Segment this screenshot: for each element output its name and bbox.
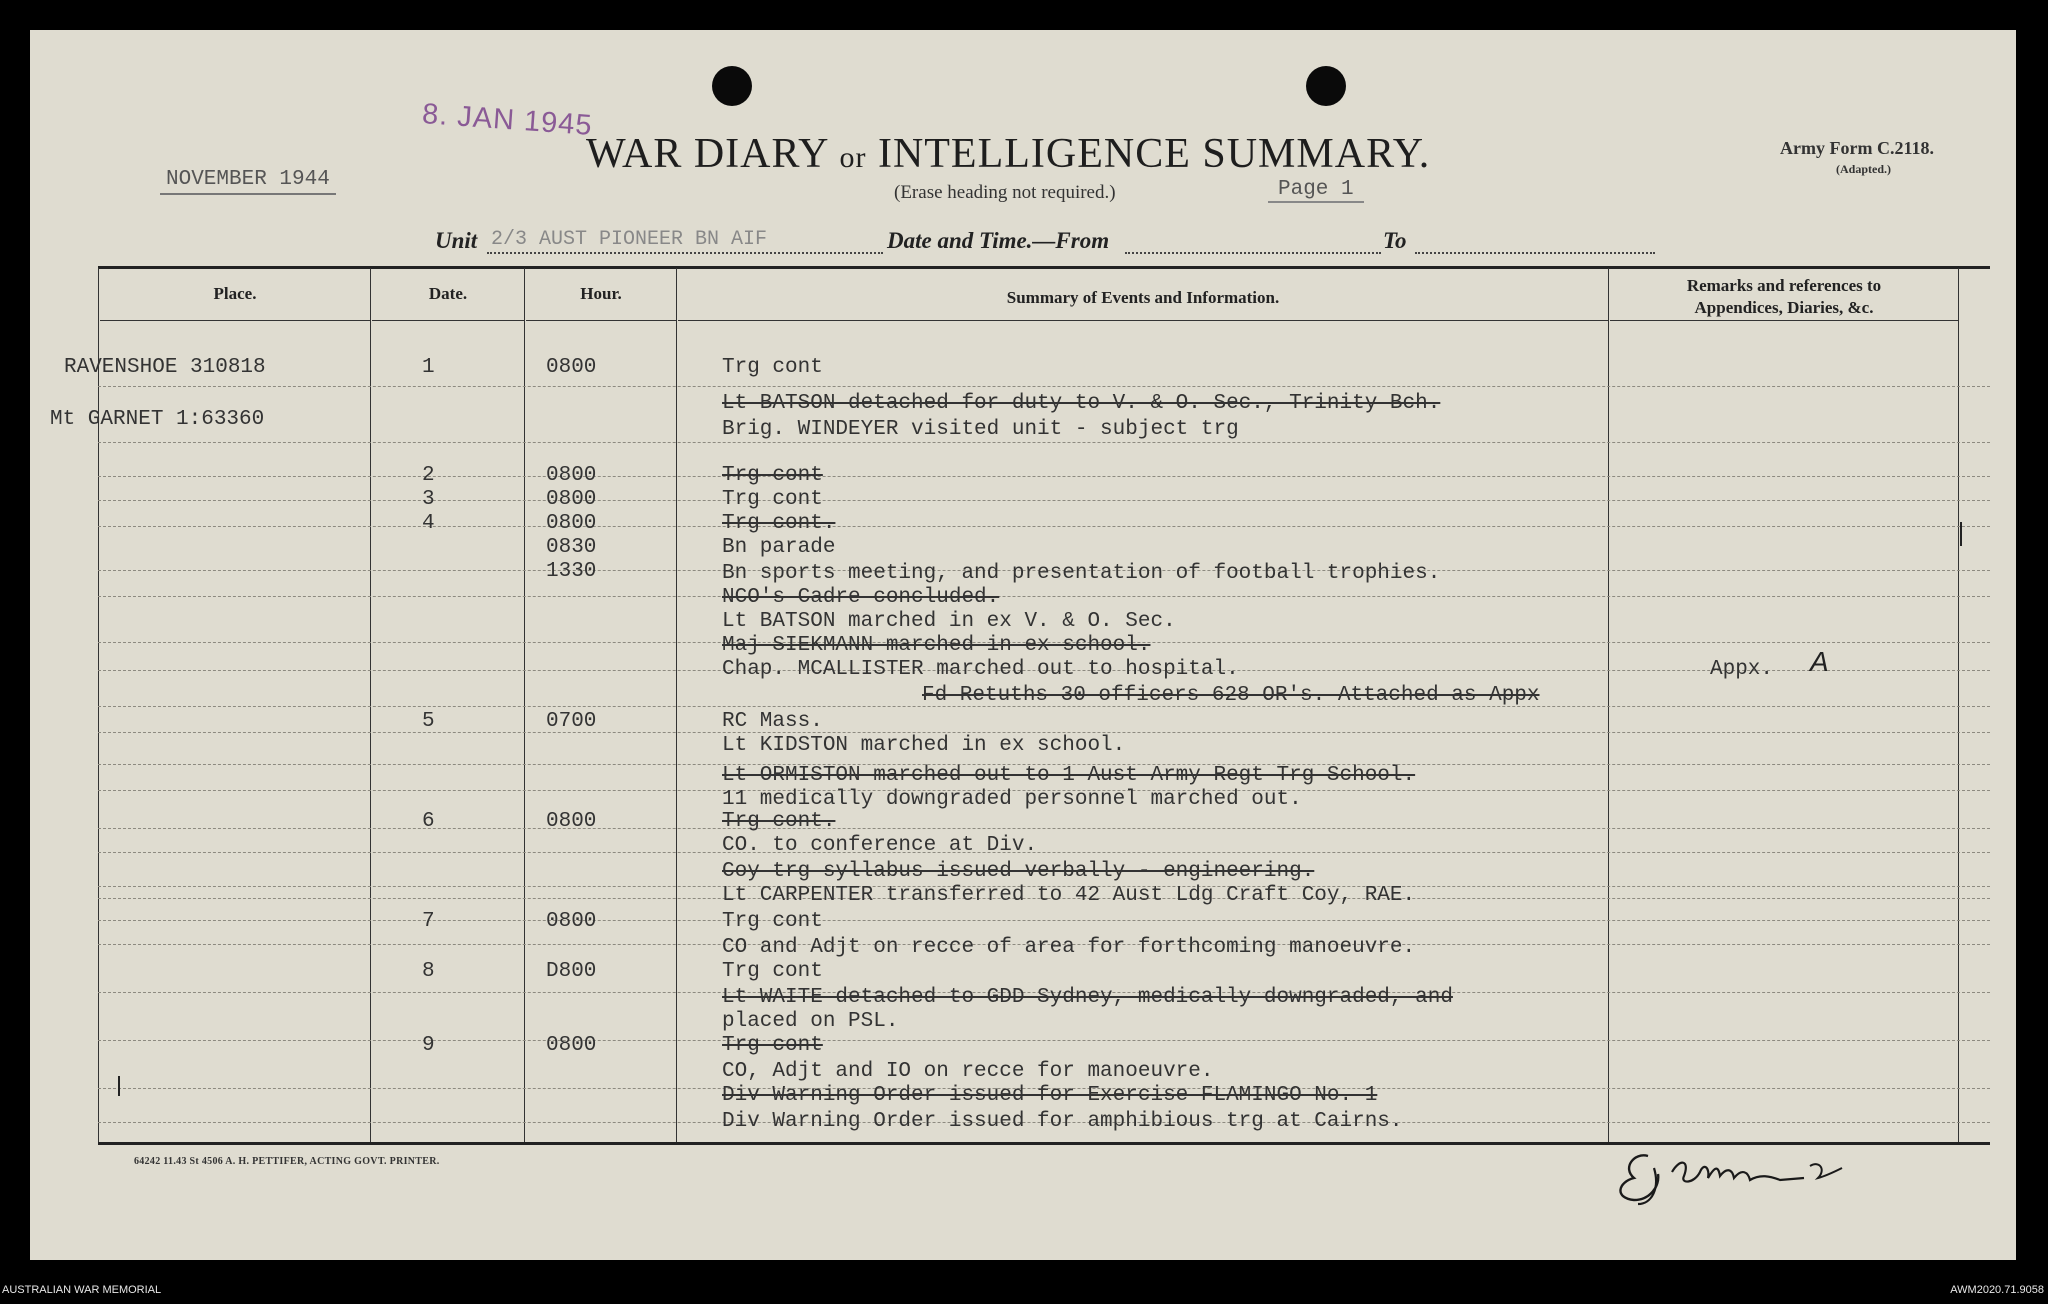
- event-entry: Bn parade: [722, 536, 836, 559]
- event-entry: CO and Adjt on recce of area for forthcoming manoeuvre.: [722, 936, 1416, 959]
- event-entry: Trg cont.: [722, 512, 836, 535]
- date-entry: 8: [422, 960, 435, 983]
- col-divider: [1958, 268, 1959, 1142]
- date-entry: 5: [422, 710, 435, 733]
- date-entry: 7: [422, 910, 435, 933]
- header-underline: [678, 320, 1608, 321]
- event-entry: NCO's Cadre concluded.: [722, 586, 1000, 609]
- ruled-line: [98, 476, 1990, 477]
- appendix-reference: Appx.: [1710, 658, 1774, 681]
- event-entry: Trg cont: [722, 960, 823, 983]
- hour-entry: 0800: [546, 810, 597, 833]
- event-entry: Brig. WINDEYER visited unit - subject trg: [722, 418, 1239, 441]
- event-entry: placed on PSL.: [722, 1010, 899, 1033]
- event-entry: 11 medically downgraded personnel marched out.: [722, 788, 1302, 811]
- event-entry: RC Mass.: [722, 710, 823, 733]
- event-entry: Trg cont: [722, 488, 823, 511]
- hour-entry: 0800: [546, 1034, 597, 1057]
- date-entry: 6: [422, 810, 435, 833]
- army-form-adapted: (Adapted.): [1836, 162, 1892, 176]
- ruled-line: [98, 526, 1990, 527]
- place-entry: Mt GARNET 1:63360: [50, 408, 265, 431]
- event-entry: CO, Adjt and IO on recce for manoeuvre.: [722, 1060, 1214, 1083]
- ruled-line: [98, 596, 1990, 597]
- received-date-stamp: 8. JAN 1945: [421, 98, 594, 142]
- event-entry: Chap. MCALLISTER marched out to hospital.: [722, 658, 1239, 681]
- page-title: [586, 130, 1486, 178]
- footer-accession-number: AWM2020.71.9058: [1950, 1284, 2044, 1296]
- to-label: To: [1383, 228, 1407, 253]
- ruled-line: [98, 386, 1990, 387]
- header-underline: [100, 320, 370, 321]
- hour-entry: 0700: [546, 710, 597, 733]
- ruled-line: [98, 500, 1990, 501]
- hour-entry: 0800: [546, 464, 597, 487]
- title-intelligence-summary: INTELLIGENCE SUMMARY.: [877, 131, 1431, 177]
- event-entry: Lt BATSON marched in ex V. & O. Sec.: [722, 610, 1176, 633]
- margin-tick-mark: [118, 1076, 120, 1096]
- erase-heading-note: (Erase heading not required.): [894, 182, 1116, 203]
- col-divider: [676, 268, 677, 1142]
- hour-entry: 1330: [546, 560, 597, 583]
- event-entry: Coy trg syllabus issued verbally - engineering.: [722, 860, 1315, 883]
- page-number: Page 1: [1268, 178, 1364, 203]
- ruled-line: [98, 852, 1990, 853]
- diary-page: [30, 30, 2016, 1260]
- title-or: or: [839, 141, 867, 174]
- officer-signature: [1614, 1138, 1914, 1208]
- punch-hole-right: [1306, 66, 1346, 106]
- date-entry: 9: [422, 1034, 435, 1057]
- ruled-line: [98, 828, 1990, 829]
- event-entry: Maj SIEKMANN marched in ex school.: [722, 634, 1151, 657]
- col-header-place: Place.: [213, 284, 257, 303]
- event-entry: Fd Retuths 30 officers 628 OR's. Attached as Appx: [922, 684, 1540, 707]
- col-divider: [524, 268, 525, 1142]
- printer-imprint: 64242 11.43 St 4506 A. H. PETTIFER, ACTING GOVT. PRINTER.: [134, 1156, 440, 1167]
- hour-entry: 0830: [546, 536, 597, 559]
- event-entry: Lt ORMISTON marched out to 1 Aust Army Regt Trg School.: [722, 764, 1416, 787]
- hour-entry: 0800: [546, 356, 597, 379]
- unit-label: Unit: [435, 228, 478, 253]
- header-underline: [1610, 320, 1958, 321]
- ruled-line: [98, 732, 1990, 733]
- col-header-remarks-2: Appendices, Diaries, &c.: [1694, 298, 1874, 317]
- header-underline: [526, 320, 676, 321]
- date-entry: 2: [422, 464, 435, 487]
- unit-value: 2/3 AUST PIONEER BN AIF: [491, 228, 768, 251]
- to-dotted-line: [1415, 252, 1655, 254]
- margin-tick-mark: [1960, 522, 1962, 546]
- col-header-remarks-1: Remarks and references to: [1686, 276, 1882, 295]
- unit-line: [435, 228, 1655, 260]
- event-entry: Bn sports meeting, and presentation of football trophies.: [722, 562, 1441, 585]
- unit-dotted-line: [487, 252, 883, 254]
- event-entry: Lt WAITE detached to GDD Sydney, medically downgraded, and: [722, 986, 1453, 1009]
- col-divider: [98, 268, 99, 1142]
- hour-entry: D800: [546, 960, 597, 983]
- hour-entry: 0800: [546, 512, 597, 535]
- event-entry: Lt BATSON detached for duty to V. & O. Sec., Trinity Bch.: [722, 392, 1441, 415]
- appendix-letter: A: [1810, 646, 1829, 677]
- ruled-line: [98, 1040, 1990, 1041]
- place-entry: RAVENSHOE 310818: [64, 356, 266, 379]
- event-entry: Trg cont.: [722, 810, 836, 833]
- ruled-line: [98, 920, 1990, 921]
- col-header-date: Date.: [428, 284, 468, 303]
- event-entry: Div Warning Order issued for Exercise FLAMINGO No. 1: [722, 1084, 1378, 1107]
- date-entry: 4: [422, 512, 435, 535]
- ruled-line: [98, 442, 1990, 443]
- date-entry: 3: [422, 488, 435, 511]
- from-dotted-line: [1125, 252, 1381, 254]
- event-entry: Lt KIDSTON marched in ex school.: [722, 734, 1126, 757]
- header-underline: [372, 320, 524, 321]
- event-entry: Trg cont: [722, 464, 823, 487]
- hour-entry: 0800: [546, 910, 597, 933]
- event-entry: Lt CARPENTER transferred to 42 Aust Ldg Craft Coy, RAE.: [722, 884, 1416, 907]
- col-divider: [1608, 268, 1609, 1142]
- footer-institution: AUSTRALIAN WAR MEMORIAL: [2, 1284, 162, 1296]
- date-entry: 1: [422, 356, 435, 379]
- event-entry: Div Warning Order issued for amphibious trg at Cairns.: [722, 1110, 1403, 1133]
- date-time-from-label: Date and Time.—From: [887, 228, 1110, 253]
- punch-hole-left: [712, 66, 752, 106]
- col-header-hour: Hour.: [580, 284, 622, 303]
- event-entry: Trg cont: [722, 1034, 823, 1057]
- col-header-summary: Summary of Events and Information.: [1006, 288, 1280, 307]
- army-form-number: Army Form C.2118.: [1780, 138, 1934, 158]
- diary-month: NOVEMBER 1944: [160, 168, 336, 195]
- title-war-diary: WAR DIARY: [586, 131, 828, 177]
- event-entry: Trg cont: [722, 910, 823, 933]
- hour-entry: 0800: [546, 488, 597, 511]
- col-divider: [370, 268, 371, 1142]
- event-entry: CO. to conference at Div.: [722, 834, 1038, 857]
- event-entry: Trg cont: [722, 356, 823, 379]
- table-top-rule: [98, 266, 1990, 269]
